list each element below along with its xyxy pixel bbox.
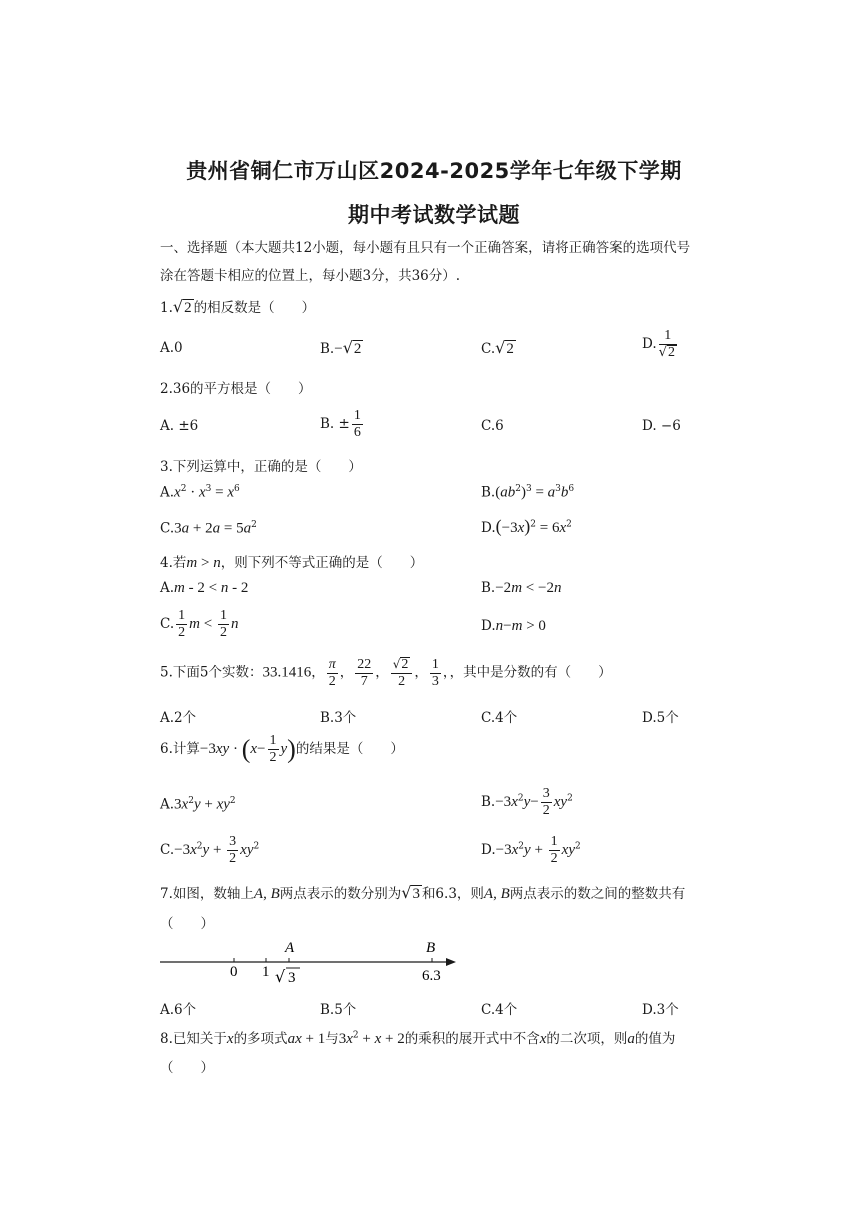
question-4-stem: 4.若m > n，则下列不等式正确的是（ ）: [160, 555, 424, 571]
q3-option-a: $A.x^2 \cdot x^3 = x^6$: [160, 484, 240, 501]
section-instructions-line2: 涂在答题卡相应的位置上，每小题3分，共36分）.: [160, 268, 461, 284]
q2-option-c: C.6: [481, 418, 504, 434]
q3-option-b: $B.(ab^2)^3 = a^3b^6$: [481, 484, 575, 501]
q6-option-d: $D.-3x^2y$ + $\frac{1}{2}$ $xy^2$: [481, 834, 581, 866]
section-instructions-line1: 一、选择题（本大题共12小题，每小题有且只有一个正确答案，请将正确答案的选项代号: [160, 240, 691, 256]
q5-option-a: A.2个: [160, 710, 197, 726]
q3-option-c: $C.3a + 2a = 5a^2$: [160, 520, 257, 537]
q6-option-a: $A.3x^2y + xy^2$: [160, 796, 236, 813]
question-3-stem: 3.下列运算中，正确的是（ ）: [160, 459, 362, 475]
q1-option-b: B.−√2: [320, 338, 362, 357]
tick-1-label: 1: [262, 964, 270, 980]
q4-option-c: C. $\frac{1}{2}$ m < $\frac{1}{2}$ n: [160, 608, 239, 640]
q6-option-c: $C.-3x^2y$ + $\frac{3}{2}$ $xy^2$: [160, 834, 260, 866]
q7-option-d: D.3个: [642, 1002, 679, 1018]
question-5-stem: 5.下面5个实数：33.1416， $\frac{\pi}{2}$ ， $\frac{22}{7}$ ， $\frac{√2}{2}$ ， $\frac{1}{3}$ ，，其中是分数的有（ ）: [160, 656, 612, 689]
q4-option-b: B.−2m < −2n: [481, 580, 562, 596]
q1-option-d: D. $\frac{1}{√2}$: [642, 328, 675, 360]
number-line-figure: [160, 940, 460, 990]
question-8-stem-line1: 8.已知关于x的多项式ax + 1与$3x^2 + x + 2$的乘积的展开式中不含x的二次项，则a的值为: [160, 1030, 676, 1047]
question-7-stem-line2: （ ）: [160, 916, 214, 932]
q5-option-c: C.4个: [481, 710, 518, 726]
q4-option-a: A.m - 2 < n - 2: [160, 580, 249, 596]
q5-option-b: B.3个: [320, 710, 357, 726]
exam-title-line2: 期中考试数学试题: [348, 203, 520, 227]
q6-option-b: $B.-3x^2y-$ $\frac{3}{2}$ $xy^2$: [481, 786, 573, 818]
question-1-stem: 1.√2 的相反数是（ ）: [160, 297, 316, 316]
tick-6-3-label: 6.3: [422, 968, 441, 984]
question-6-stem: 6.计算−3xy · (x− $\frac{1}{2}$ y)的结果是（ ）: [160, 733, 404, 765]
q1-option-c: C.√2: [481, 338, 514, 357]
q2-option-d: D. −6: [642, 418, 681, 434]
sqrt-symbol: √: [275, 967, 286, 986]
q7-option-b: B.5个: [320, 1002, 357, 1018]
tick-0-label: 0: [230, 964, 238, 980]
q2-option-a: A. ±6: [160, 418, 199, 434]
q7-option-c: C.4个: [481, 1002, 518, 1018]
number-line-arrow: [446, 958, 456, 966]
q2-option-b: B. ± $\frac{1}{6}$: [320, 408, 361, 440]
question-2-stem: 2.36的平方根是（ ）: [160, 381, 312, 397]
q4-option-d: D.n−m > 0: [481, 618, 546, 634]
q7-option-a: A.6个: [160, 1002, 197, 1018]
point-b-label: B: [426, 940, 436, 956]
q5-option-d: D.5个: [642, 710, 679, 726]
tick-sqrt3-label: 3: [288, 970, 296, 986]
question-8-stem-line2: （ ）: [160, 1060, 214, 1076]
point-a-label: A: [285, 940, 295, 956]
q1-option-a: A.0: [160, 340, 183, 356]
q3-option-d: $D.(-3x)^2 = 6x^2$: [481, 516, 572, 536]
question-7-stem-line1: 7.如图，数轴上A, B两点表示的数分别为√3 和6.3，则A, B两点表示的数之间的整数共有: [160, 883, 686, 902]
exam-title-line1: 贵州省铜仁市万山区2024-2025学年七年级下学期: [186, 159, 682, 183]
